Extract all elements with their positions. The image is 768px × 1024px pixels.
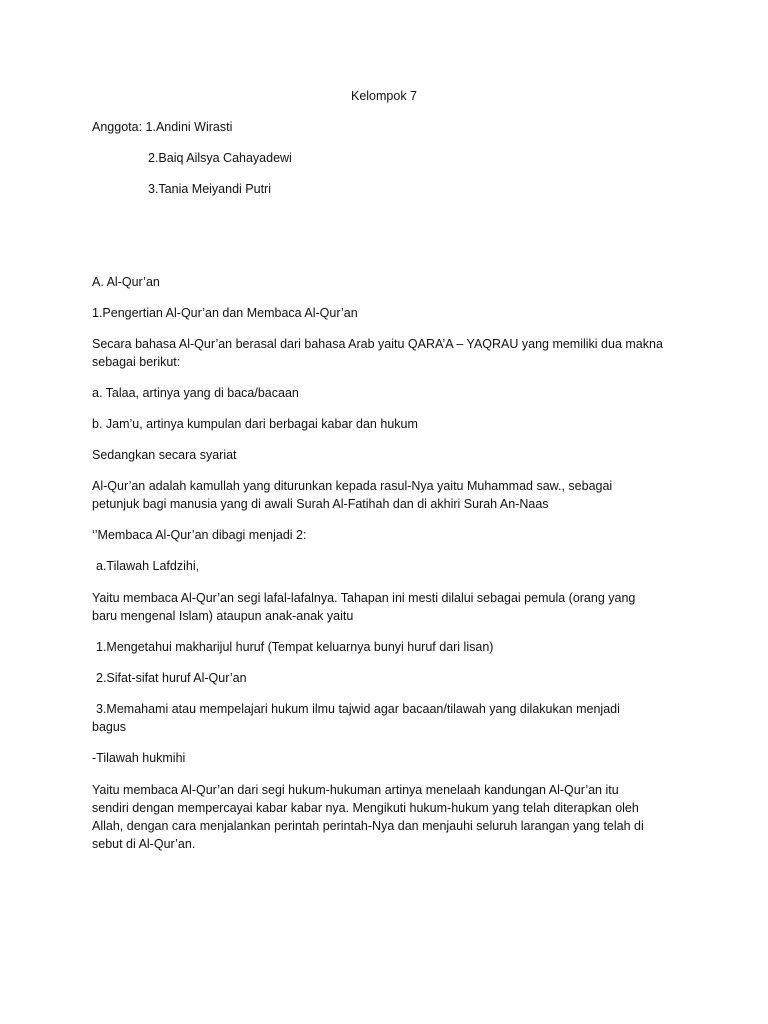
membaca-heading: ‘’Membaca Al-Qur’an dibagi menjadi 2: [92,528,307,542]
tilawah-hukmihi-heading: -Tilawah hukmihi [92,751,186,765]
members-line-3: 3.Tania Meiyandi Putri [148,182,271,196]
paragraph-4-line-2: sendiri dengan mempercayai kabar kabar nya. Mengikuti hukum-hukum yang telah diterapkan oleh [92,801,639,815]
syariat-heading: Sedangkan secara syariat [92,448,237,462]
tilawah-lafdzihi-heading: a.Tilawah Lafdzihi, [96,559,200,573]
section-heading-a: A. Al-Qur’an [92,275,160,289]
list-item-a: a. Talaa, artinya yang di baca/bacaan [92,386,299,400]
paragraph-2-line-1: Al-Qur’an adalah kamullah yang diturunkan kepada rasul-Nya yaitu Muhammad saw., sebagai [92,479,613,493]
step-1: 1.Mengetahui makharijul huruf (Tempat keluarnya bunyi huruf dari lisan) [96,640,494,654]
step-3-line-1: 3.Memahami atau mempelajari hukum ilmu tajwid agar bacaan/tilawah yang dilakukan menjadi [96,702,620,716]
members-line-1: Anggota: 1.Andini Wirasti [92,120,233,134]
paragraph-1-line-1: Secara bahasa Al-Qur’an berasal dari bahasa Arab yaitu QARA’A – YAQRAU yang memiliki dua makna [92,337,663,351]
document-title: Kelompok 7 [350,89,417,103]
paragraph-4-line-3: Allah, dengan cara menjalankan perintah perintah-Nya dan menjauhi seluruh larangan yang telah di [92,819,644,833]
paragraph-1-line-2: sebagai berikut: [92,355,181,369]
subsection-heading-1: 1.Pengertian Al-Qur’an dan Membaca Al-Qur’an [92,306,358,320]
members-line-2: 2.Baiq Ailsya Cahayadewi [148,151,292,165]
paragraph-4-line-1: Yaitu membaca Al-Qur’an dari segi hukum-hukuman artinya menelaah kandungan Al-Qur’an itu [92,783,619,797]
paragraph-4-line-4: sebut di Al-Qur’an. [92,837,196,851]
paragraph-3-line-2: baru mengenal Islam) ataupun anak-anak yaitu [92,609,354,623]
paragraph-3-line-1: Yaitu membaca Al-Qur’an segi lafal-lafalnya. Tahapan ini mesti dilalui sebagai pemula (orang yang [92,591,636,605]
step-2: 2.Sifat-sifat huruf Al-Qur’an [96,671,247,685]
list-item-b: b. Jam’u, artinya kumpulan dari berbagai kabar dan hukum [92,417,418,431]
step-3-line-2: bagus [92,720,127,734]
paragraph-2-line-2: petunjuk bagi manusia yang di awali Surah Al-Fatihah dan di akhiri Surah An-Naas [92,497,549,511]
